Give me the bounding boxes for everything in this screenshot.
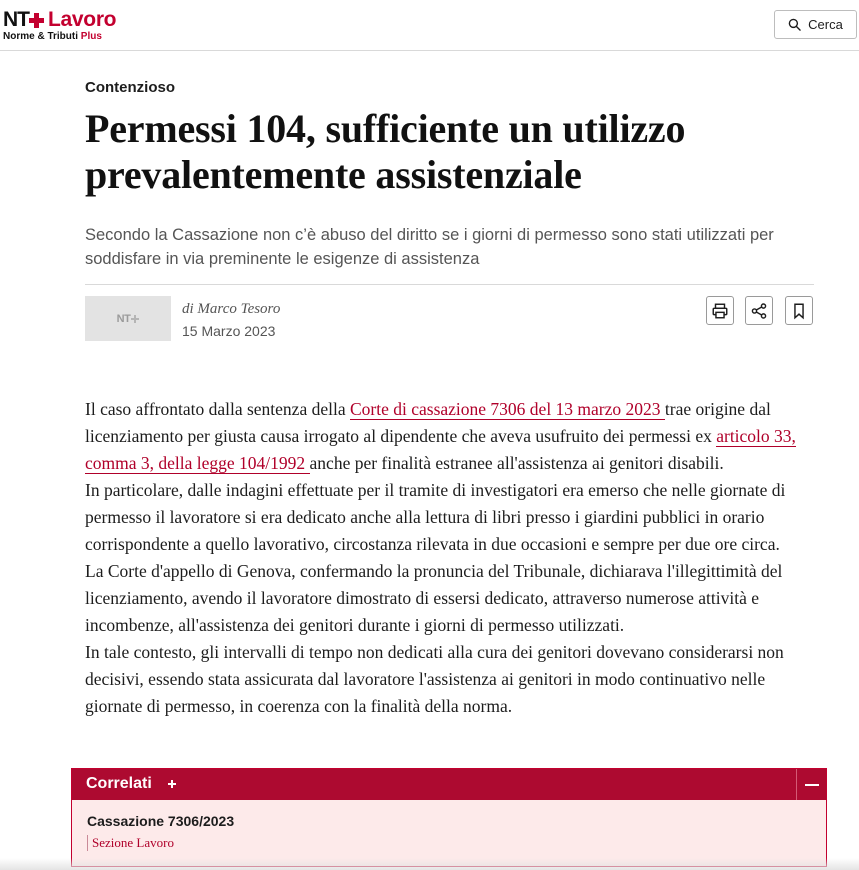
author-avatar xyxy=(85,296,171,341)
correlati-item-section[interactable]: Sezione Lavoro xyxy=(87,835,174,851)
site-logo[interactable] xyxy=(3,9,143,43)
paragraph-text: anche per finalità estranee all'assistenza ai genitori disabili. xyxy=(309,453,724,473)
logo-subtitle xyxy=(3,31,143,43)
share-button[interactable] xyxy=(745,296,773,325)
plus-icon xyxy=(131,315,139,323)
logo-sub-plus: Plus xyxy=(80,31,102,42)
article-date: 15 Marzo 2023 xyxy=(182,323,276,339)
link-legge[interactable]: articolo 33, comma 3, della legge 104/1992 xyxy=(85,426,796,473)
correlati-panel xyxy=(71,768,827,867)
print-icon xyxy=(711,302,729,320)
plus-icon xyxy=(168,780,176,788)
article-paragraph: La Corte d'appello di Genova, confermando la pronuncia del Tribunale, dichiarava l'illegittimità del licenziamento, avendo il lavoratore dimostrato di essersi dedicato, attraverso numerose attività e incombenze, all'assistenza dei genitori durante i giorni di permesso utilizzati. xyxy=(85,561,783,635)
search-button[interactable] xyxy=(774,10,857,39)
search-icon xyxy=(788,18,801,31)
bottom-fade xyxy=(0,858,859,870)
article-category[interactable]: Contenzioso xyxy=(85,79,175,96)
link-sentenza[interactable]: Corte di cassazione 7306 del 13 marzo 2023 xyxy=(349,399,665,419)
paragraph-text: trae origine dal licenziamento per giusta causa irrogato al dipendente che aveva usufruito dei permessi ex xyxy=(85,399,771,446)
collapse-button[interactable] xyxy=(796,769,826,800)
search-label: Cerca xyxy=(808,17,843,32)
article-subtitle: Secondo la Cassazione non c’è abuso del diritto se i giorni di permesso sono stati utilizzati per soddisfare in via preminente le esigenze di assistenza xyxy=(85,226,774,268)
logo-nt: NT xyxy=(3,8,29,31)
site-header xyxy=(0,0,859,51)
correlati-item-title[interactable]: Cassazione 7306/2023 xyxy=(87,813,235,829)
author-logo-text: NT xyxy=(116,312,131,325)
logo-word: Lavoro xyxy=(48,8,117,31)
minus-icon xyxy=(805,784,819,786)
article-title: Permessi 104, sufficiente un utilizzo prevalentemente assistenziale xyxy=(85,106,686,197)
paragraph-text: Il caso affrontato dalla sentenza della xyxy=(85,399,350,419)
divider xyxy=(85,284,814,285)
bookmark-icon xyxy=(790,302,808,320)
logo-plus-icon xyxy=(29,13,44,28)
bookmark-button[interactable] xyxy=(785,296,813,325)
correlati-title: Correlati xyxy=(86,775,152,792)
article-byline[interactable]: di Marco Tesoro xyxy=(182,301,281,317)
correlati-header[interactable] xyxy=(72,769,826,800)
article-paragraph: In tale contesto, gli intervalli di tempo non dedicati alla cura dei genitori dovevano considerarsi non decisivi, essendo stata assicurata dal lavoratore l'assistenza ai genitori in modo continuativo nelle giornate di permesso, in coerenza con la finalità della norma. xyxy=(85,642,784,716)
share-icon xyxy=(750,302,768,320)
article-paragraph xyxy=(85,396,820,477)
logo-sub-text: Norme & Tributi xyxy=(3,31,79,42)
article-body xyxy=(85,396,820,720)
article-paragraph: In particolare, dalle indagini effettuate per il tramite di investigatori era emerso che nelle giornate di permesso il lavoratore si era dedicato anche alla lettura di libri presso i giardini pubblici in orario corrispondente a quello lavorativo, circostanza rilevata in due occasioni e sempre per due ore circa. xyxy=(85,480,786,554)
print-button[interactable] xyxy=(706,296,734,325)
